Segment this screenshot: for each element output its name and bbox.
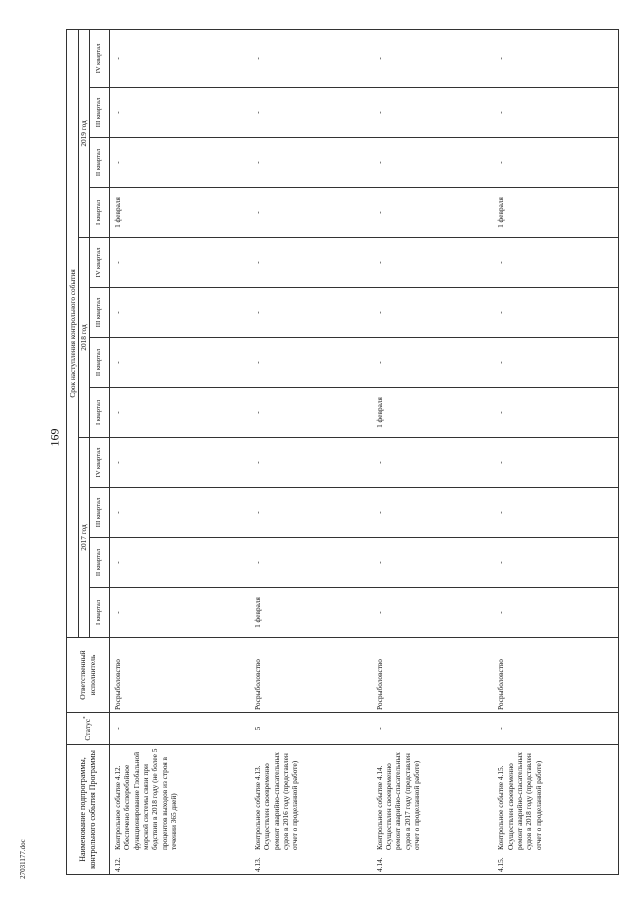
header-quarter: I квартал <box>90 588 110 638</box>
row-executor: Росрыболовство <box>493 638 618 713</box>
row-quarter-cell: - <box>110 438 251 488</box>
header-status-text: Статус <box>83 718 93 741</box>
row-quarter-cell: - <box>493 138 618 188</box>
row-number: 4.15. <box>496 857 506 872</box>
header-quarter: II квартал <box>90 538 110 588</box>
row-quarter-cell: - <box>372 188 494 238</box>
header-year-2017: 2017 год <box>79 438 90 638</box>
row-quarter-cell: - <box>110 238 251 288</box>
header-year-2019: 2019 год <box>79 29 90 237</box>
control-events-table <box>66 29 619 875</box>
row-quarter-cell: 1 февраля <box>250 588 372 638</box>
row-quarter-cell: - <box>110 88 251 138</box>
row-quarter-cell: - <box>250 188 372 238</box>
row-quarter-cell: - <box>110 388 251 438</box>
row-quarter-cell: - <box>372 438 494 488</box>
row-quarter-cell: - <box>250 288 372 338</box>
header-executor: Ответственный исполнитель <box>67 638 110 713</box>
row-quarter-cell: - <box>493 288 618 338</box>
row-quarter-cell: - <box>493 29 618 87</box>
row-quarter-cell: 1 февраля <box>110 188 251 238</box>
header-quarter: IV квартал <box>90 238 110 288</box>
row-quarter-cell: - <box>250 538 372 588</box>
row-quarter-cell: - <box>493 538 618 588</box>
header-status <box>67 713 110 745</box>
row-name-cell <box>493 745 618 875</box>
row-quarter-cell: - <box>372 538 494 588</box>
row-quarter-cell: - <box>110 288 251 338</box>
row-quarter-cell: - <box>110 138 251 188</box>
row-executor: Росрыболовство <box>110 638 251 713</box>
row-name: Контрольное событие 4.15. Осуществлен своевременно ремонт аварийно-спасательных судов в 2018 году (представлен отчет о проделанной работе) <box>496 752 543 850</box>
header-year-2018: 2018 год <box>79 238 90 438</box>
header-quarter: III квартал <box>90 88 110 138</box>
header-quarter: II квартал <box>90 338 110 388</box>
table-row <box>250 29 372 874</box>
row-quarter-cell: - <box>250 138 372 188</box>
row-quarter-cell: - <box>250 338 372 388</box>
row-quarter-cell: - <box>250 438 372 488</box>
row-name-cell <box>250 745 372 875</box>
header-name: Наименование подпрограммы, контрольного события Программы <box>67 745 110 875</box>
row-name: Контрольное событие 4.12. Обеспечено бесперебойное функционирование Глобальной морской системы связи при бедствии в 2018 году (не более 5 процентов выходов из строя в течении 365 дней) <box>113 748 178 850</box>
row-status: - <box>493 713 618 745</box>
row-name-cell <box>110 745 251 875</box>
header-quarter: IV квартал <box>90 438 110 488</box>
row-quarter-cell: - <box>110 338 251 388</box>
row-quarter-cell: - <box>372 288 494 338</box>
table-row <box>110 29 251 874</box>
header-quarter: I квартал <box>90 188 110 238</box>
row-quarter-cell: - <box>493 388 618 438</box>
row-quarter-cell: - <box>372 488 494 538</box>
row-quarter-cell: - <box>250 488 372 538</box>
row-status: - <box>110 713 251 745</box>
row-quarter-cell: - <box>493 488 618 538</box>
row-number: 4.13. <box>253 857 263 872</box>
row-quarter-cell: - <box>250 88 372 138</box>
table-row <box>372 29 494 874</box>
row-quarter-cell: - <box>110 488 251 538</box>
row-name: Контрольное событие 4.13. Осуществлен своевременно ремонт аварийно-спасательных судов в 2016 году (представлен отчет о проделанной работе) <box>253 752 300 850</box>
header-quarter: II квартал <box>90 138 110 188</box>
row-quarter-cell: - <box>110 588 251 638</box>
rotated-table-container <box>66 30 619 875</box>
row-quarter-cell: - <box>250 238 372 288</box>
row-quarter-cell: - <box>250 388 372 438</box>
row-quarter-cell: 1 февраля <box>372 388 494 438</box>
row-quarter-cell: - <box>493 588 618 638</box>
header-status-sup: * <box>83 716 89 719</box>
header-quarter: I квартал <box>90 388 110 438</box>
header-quarter: III квартал <box>90 488 110 538</box>
table-row <box>493 29 618 874</box>
row-quarter-cell: - <box>493 338 618 388</box>
row-number: 4.14. <box>374 857 384 872</box>
row-name: Контрольное событие 4.14. Осуществлен своевременно ремонт аварийно-спасательных судов в 2017 году (представлен отчет о проделанной работе) <box>374 752 422 850</box>
page-number: 169 <box>47 428 62 447</box>
row-status: - <box>372 713 494 745</box>
row-quarter-cell: - <box>372 88 494 138</box>
row-number: 4.12. <box>113 857 122 872</box>
row-quarter-cell: - <box>372 338 494 388</box>
row-quarter-cell: - <box>110 538 251 588</box>
row-quarter-cell: - <box>372 238 494 288</box>
row-quarter-cell: - <box>110 29 251 87</box>
row-quarter-cell: - <box>493 438 618 488</box>
row-quarter-cell: - <box>372 588 494 638</box>
header-deadline: Срок наступления контрольного события <box>67 29 79 637</box>
row-quarter-cell: - <box>372 29 494 87</box>
row-executor: Росрыболовство <box>372 638 494 713</box>
row-executor: Росрыболовство <box>250 638 372 713</box>
header-quarter: IV квартал <box>90 29 110 87</box>
row-quarter-cell: - <box>372 138 494 188</box>
footer-doc-name: 27031177.doc <box>19 839 27 879</box>
row-quarter-cell: - <box>250 29 372 87</box>
row-name-cell <box>372 745 494 875</box>
header-quarter: III квартал <box>90 288 110 338</box>
row-status: 5 <box>250 713 372 745</box>
row-quarter-cell: - <box>493 238 618 288</box>
row-quarter-cell: - <box>493 88 618 138</box>
row-quarter-cell: 1 февраля <box>493 188 618 238</box>
